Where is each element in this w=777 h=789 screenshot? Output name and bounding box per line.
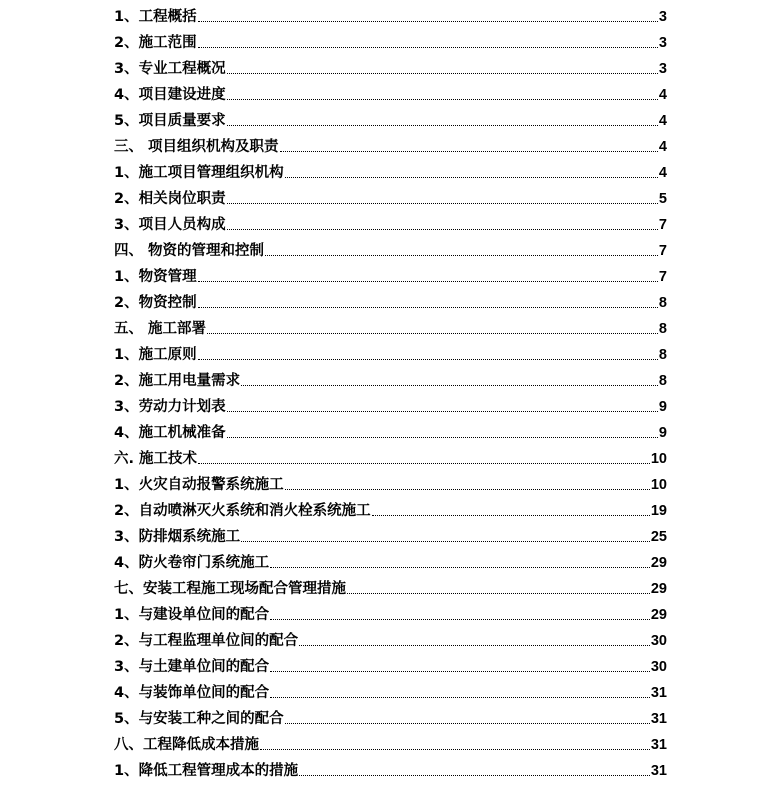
toc-entry-page-number: 31	[650, 711, 667, 727]
dot-leader	[270, 567, 650, 568]
toc-entry-title: 八、工程降低成本措施	[114, 737, 259, 753]
toc-entry-page-number: 8	[658, 295, 667, 311]
dot-leader	[372, 515, 650, 516]
toc-entry-title: 六. 施工技术	[114, 451, 198, 467]
dot-leader	[285, 177, 658, 178]
toc-entry-page-number: 29	[650, 607, 667, 623]
toc-entry-page-number: 4	[658, 113, 667, 129]
toc-entry-page-number: 30	[650, 633, 667, 649]
dot-leader	[241, 541, 650, 542]
toc-entry[interactable]	[114, 520, 667, 546]
toc-entry[interactable]	[114, 130, 667, 156]
toc-entry-title: 2、相关岗位职责	[114, 191, 226, 207]
toc-entry-title: 2、施工范围	[114, 35, 197, 51]
dot-leader	[207, 333, 658, 334]
dot-leader	[280, 151, 658, 152]
toc-entry[interactable]	[114, 442, 667, 468]
toc-entry[interactable]	[114, 364, 667, 390]
dot-leader	[270, 671, 650, 672]
dot-leader	[270, 697, 650, 698]
toc-entry-page-number: 31	[650, 763, 667, 779]
toc-entry-page-number: 5	[658, 191, 667, 207]
toc-entry-title: 5、与安装工种之间的配合	[114, 711, 284, 727]
toc-entry-page-number: 19	[650, 503, 667, 519]
dot-leader	[227, 73, 658, 74]
toc-entry[interactable]	[114, 494, 667, 520]
toc-entry-title: 4、项目建设进度	[114, 87, 226, 103]
toc-entry[interactable]	[114, 78, 667, 104]
toc-entry[interactable]	[114, 52, 667, 78]
toc-entry-page-number: 7	[658, 217, 667, 233]
toc-entry-page-number: 4	[658, 165, 667, 181]
toc-entry[interactable]	[114, 546, 667, 572]
toc-entry-page-number: 4	[658, 87, 667, 103]
toc-entry-title: 3、劳动力计划表	[114, 399, 226, 415]
toc-entry-title: 4、与装饰单位间的配合	[114, 685, 270, 701]
toc-entry[interactable]	[114, 0, 667, 26]
toc-entry-title: 2、物资控制	[114, 295, 197, 311]
dot-leader	[227, 437, 658, 438]
toc-entry[interactable]	[114, 312, 667, 338]
toc-entry[interactable]	[114, 182, 667, 208]
dot-leader	[260, 749, 650, 750]
dot-leader	[227, 125, 658, 126]
toc-entry-title: 1、火灾自动报警系统施工	[114, 477, 284, 493]
toc-entry-title: 3、专业工程概况	[114, 61, 226, 77]
dot-leader	[299, 645, 650, 646]
toc-entry[interactable]	[114, 754, 667, 780]
dot-leader	[227, 411, 658, 412]
toc-entry-title: 3、与土建单位间的配合	[114, 659, 270, 675]
toc-entry-title: 五、 施工部署	[114, 321, 207, 337]
toc-entry[interactable]	[114, 416, 667, 442]
dot-leader	[285, 489, 650, 490]
dot-leader	[270, 619, 650, 620]
dot-leader	[299, 775, 650, 776]
toc-entry-page-number: 3	[658, 35, 667, 51]
toc-entry[interactable]	[114, 676, 667, 702]
toc-entry[interactable]	[114, 208, 667, 234]
dot-leader	[227, 203, 658, 204]
dot-leader	[241, 385, 658, 386]
toc-entry-page-number: 9	[658, 425, 667, 441]
toc-entry-title: 三、 项目组织机构及职责	[114, 139, 279, 155]
toc-entry-title: 3、项目人员构成	[114, 217, 226, 233]
dot-leader	[198, 359, 658, 360]
dot-leader	[285, 723, 650, 724]
toc-entry-title: 5、项目质量要求	[114, 113, 226, 129]
toc-entry-title: 1、施工原则	[114, 347, 197, 363]
dot-leader	[198, 281, 658, 282]
dot-leader	[227, 229, 658, 230]
toc-entry-title: 七、安装工程施工现场配合管理措施	[114, 581, 346, 597]
toc-entry-page-number: 4	[658, 139, 667, 155]
toc-entry[interactable]	[114, 650, 667, 676]
toc-entry-page-number: 8	[658, 321, 667, 337]
toc-entry[interactable]	[114, 286, 667, 312]
toc-entry[interactable]	[114, 338, 667, 364]
toc-entry-title: 1、降低工程管理成本的措施	[114, 763, 299, 779]
toc-entry-page-number: 8	[658, 347, 667, 363]
toc-entry-title: 1、施工项目管理组织机构	[114, 165, 284, 181]
toc-entry-page-number: 31	[650, 737, 667, 753]
toc-entry-title: 4、防火卷帘门系统施工	[114, 555, 270, 571]
toc-entry[interactable]	[114, 598, 667, 624]
table-of-contents	[114, 0, 667, 780]
toc-entry[interactable]	[114, 260, 667, 286]
toc-entry[interactable]	[114, 390, 667, 416]
toc-entry-title: 3、防排烟系统施工	[114, 529, 241, 545]
toc-entry-title: 2、施工用电量需求	[114, 373, 241, 389]
dot-leader	[227, 99, 658, 100]
toc-entry-page-number: 7	[658, 269, 667, 285]
dot-leader	[198, 307, 658, 308]
dot-leader	[198, 21, 658, 22]
toc-entry-title: 2、自动喷淋灭火系统和消火栓系统施工	[114, 503, 371, 519]
toc-entry-page-number: 8	[658, 373, 667, 389]
toc-entry-page-number: 10	[650, 451, 667, 467]
toc-entry[interactable]	[114, 572, 667, 598]
toc-entry-page-number: 25	[650, 529, 667, 545]
dot-leader	[198, 47, 658, 48]
dot-leader	[265, 255, 658, 256]
toc-entry-page-number: 3	[658, 61, 667, 77]
toc-entry[interactable]	[114, 156, 667, 182]
toc-entry-title: 4、施工机械准备	[114, 425, 226, 441]
dot-leader	[198, 463, 650, 464]
toc-entry-title: 1、与建设单位间的配合	[114, 607, 270, 623]
toc-entry-page-number: 29	[650, 555, 667, 571]
toc-entry-page-number: 29	[650, 581, 667, 597]
toc-entry-title: 2、与工程监理单位间的配合	[114, 633, 299, 649]
toc-entry[interactable]	[114, 104, 667, 130]
toc-entry[interactable]	[114, 728, 667, 754]
toc-entry-title: 1、物资管理	[114, 269, 197, 285]
toc-entry-title: 四、 物资的管理和控制	[114, 243, 265, 259]
toc-entry[interactable]	[114, 468, 667, 494]
toc-entry-page-number: 9	[658, 399, 667, 415]
toc-entry-page-number: 3	[658, 9, 667, 25]
toc-entry-page-number: 10	[650, 477, 667, 493]
toc-entry[interactable]	[114, 234, 667, 260]
dot-leader	[347, 593, 650, 594]
toc-entry[interactable]	[114, 26, 667, 52]
toc-entry[interactable]	[114, 624, 667, 650]
toc-entry-title: 1、工程概括	[114, 9, 197, 25]
toc-entry-page-number: 7	[658, 243, 667, 259]
toc-entry[interactable]	[114, 702, 667, 728]
toc-entry-page-number: 30	[650, 659, 667, 675]
toc-entry-page-number: 31	[650, 685, 667, 701]
